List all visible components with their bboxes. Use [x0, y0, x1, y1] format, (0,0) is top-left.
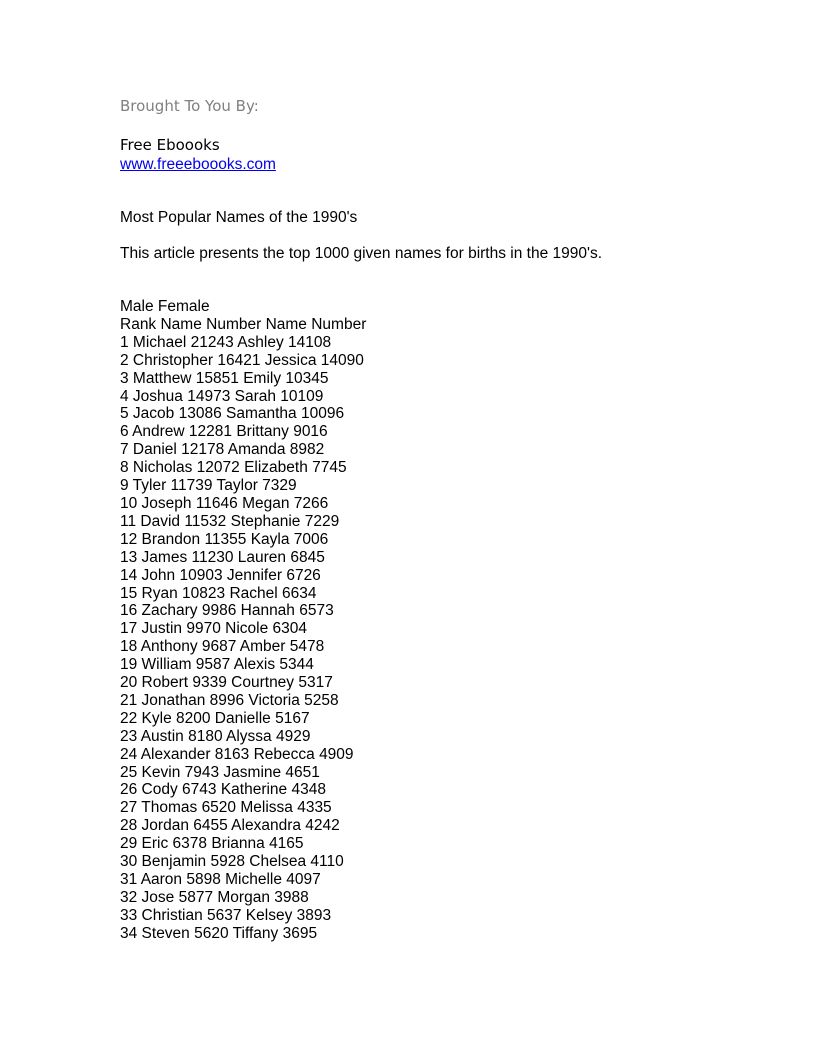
table-row: 18 Anthony 9687 Amber 5478 — [120, 638, 325, 656]
table-row: 17 Justin 9970 Nicole 6304 — [120, 620, 307, 638]
table-row: 11 David 11532 Stephanie 7229 — [120, 512, 340, 530]
table-row: 30 Benjamin 5928 Chelsea 4110 — [120, 853, 344, 871]
table-row: 23 Austin 8180 Alyssa 4929 — [120, 727, 311, 745]
table-row: 21 Jonathan 8996 Victoria 5258 — [120, 691, 339, 709]
table-row: 31 Aaron 5898 Michelle 4097 — [120, 871, 321, 888]
table-row: 15 Ryan 10823 Rachel 6634 — [120, 584, 317, 602]
table-row: 33 Christian 5637 Kelsey 3893 — [120, 906, 332, 924]
website-link[interactable]: www.freeeboooks.com — [120, 156, 276, 173]
table-row: 8 Nicholas 12072 Elizabeth 7745 — [120, 459, 347, 477]
table-row: 26 Cody 6743 Katherine 4348 — [120, 781, 326, 799]
table-row: 34 Steven 5620 Tiffany 3695 — [120, 924, 318, 942]
table-row: 2 Christopher 16421 Jessica 14090 — [120, 351, 364, 369]
table-row: 28 Jordan 6455 Alexandra 4242 — [120, 817, 340, 835]
names-table — [120, 298, 366, 943]
table-row: 29 Eric 6378 Brianna 4165 — [120, 835, 304, 853]
table-row: 19 William 9587 Alexis 5344 — [120, 656, 314, 674]
table-row: 16 Zachary 9986 Hannah 6573 — [120, 602, 334, 620]
table-row: 1 Michael 21243 Ashley 14108 — [120, 333, 332, 351]
article-intro: This article presents the top 1000 given names for births in the 1990's. — [120, 245, 603, 262]
table-row: 5 Jacob 13086 Samantha 10096 — [120, 405, 345, 423]
table-row: 12 Brandon 11355 Kayla 7006 — [120, 530, 329, 548]
table-row: 24 Alexander 8163 Rebecca 4909 — [120, 745, 354, 763]
table-column-header: Rank Name Number Name Number — [120, 315, 367, 333]
table-group-header: Male Female — [120, 298, 210, 315]
table-row: 27 Thomas 6520 Melissa 4335 — [120, 799, 332, 817]
table-row: 14 John 10903 Jennifer 6726 — [120, 566, 321, 584]
table-row: 9 Tyler 11739 Taylor 7329 — [120, 477, 297, 495]
brand-name: Free Eboooks — [120, 136, 220, 154]
table-row: 25 Kevin 7943 Jasmine 4651 — [120, 763, 320, 781]
table-row: 10 Joseph 11646 Megan 7266 — [120, 494, 329, 512]
table-row: 7 Daniel 12178 Amanda 8982 — [120, 441, 325, 459]
table-row: 32 Jose 5877 Morgan 3988 — [120, 888, 309, 906]
table-row: 4 Joshua 14973 Sarah 10109 — [120, 387, 324, 405]
table-row: 3 Matthew 15851 Emily 10345 — [120, 369, 329, 387]
table-row: 13 James 11230 Lauren 6845 — [120, 548, 325, 566]
brought-to-you-by-label: Brought To You By: — [120, 97, 259, 115]
table-row: 6 Andrew 12281 Brittany 9016 — [120, 423, 328, 441]
table-row: 22 Kyle 8200 Danielle 5167 — [120, 709, 310, 727]
article-title: Most Popular Names of the 1990's — [120, 209, 358, 226]
table-row: 20 Robert 9339 Courtney 5317 — [120, 674, 333, 692]
